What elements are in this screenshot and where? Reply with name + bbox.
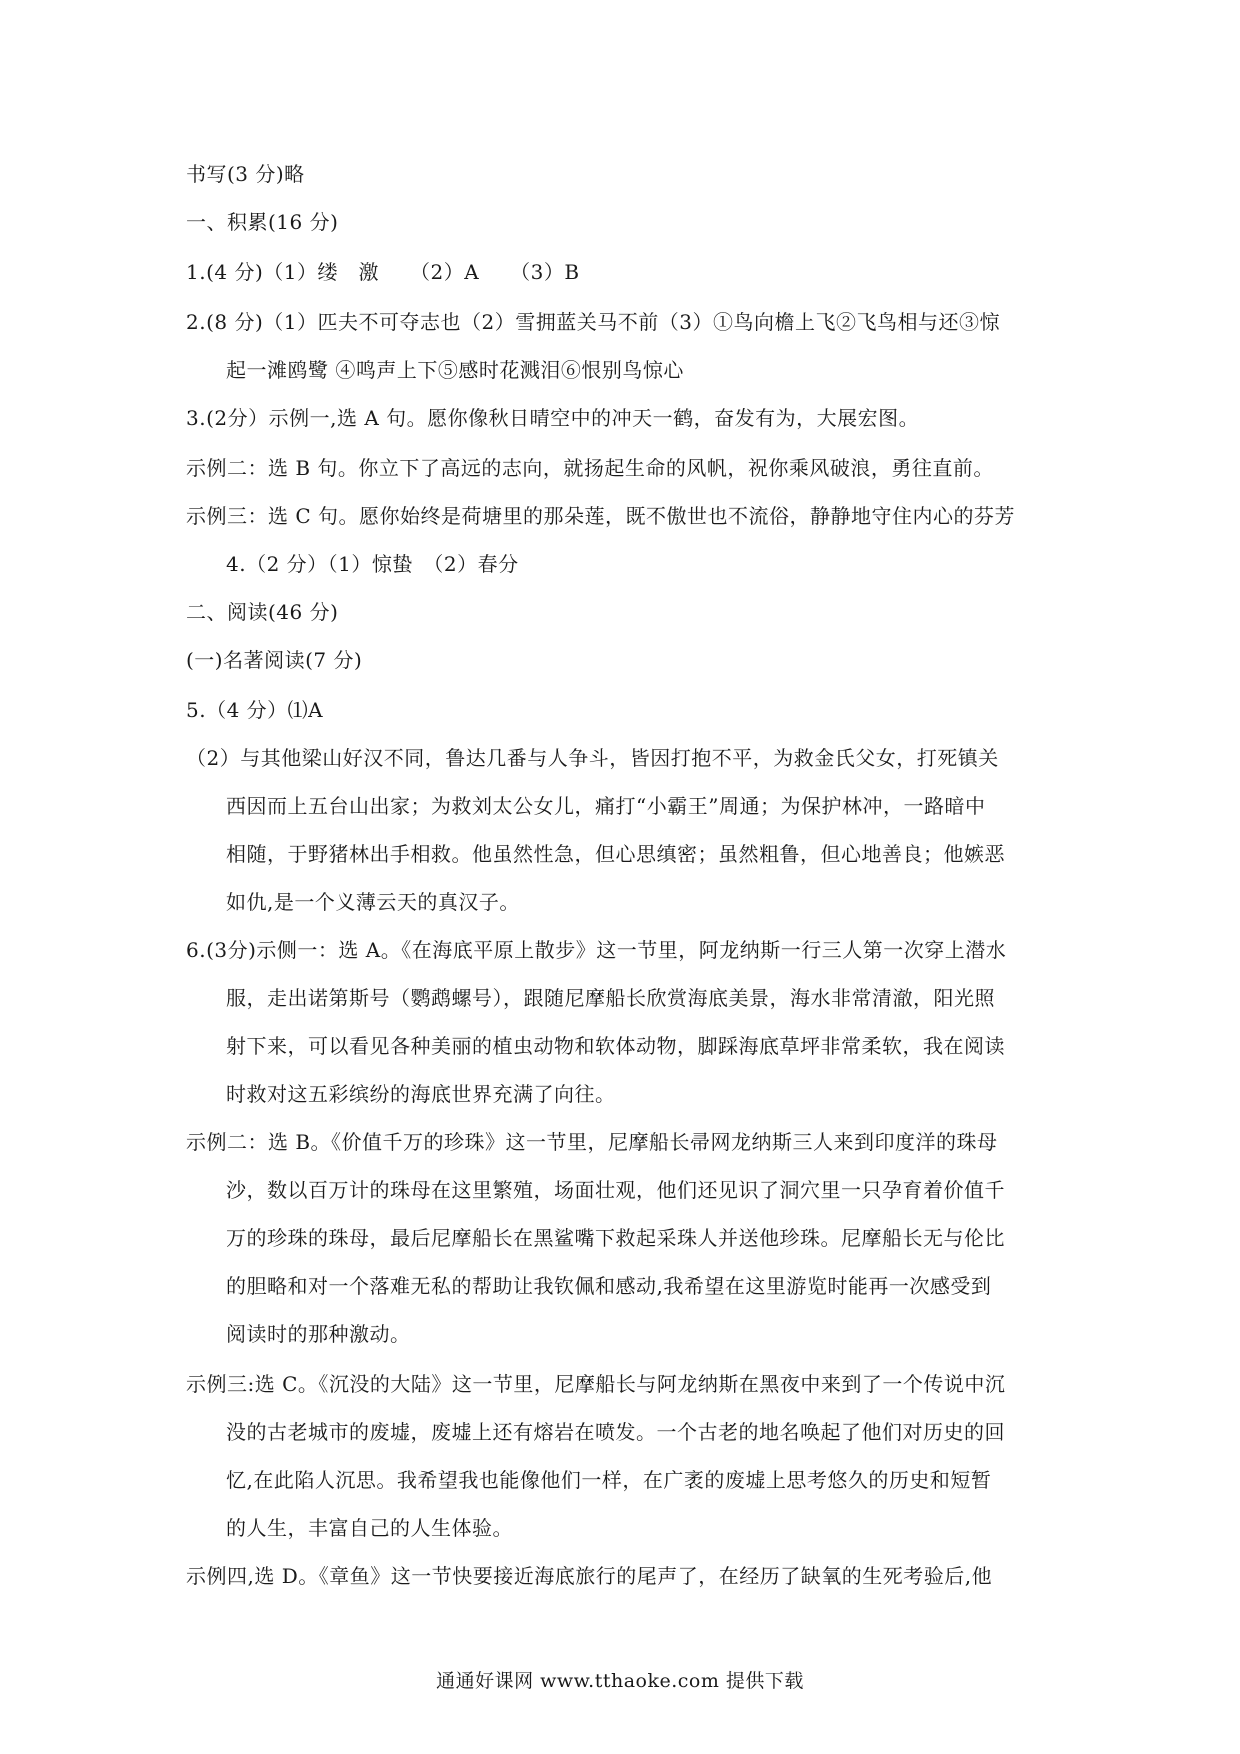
q2-answer: 2.(8 分)（1）匹夫不可夺志也（2）雪拥蓝关马不前（3）①鸟向檐上飞②飞鸟相与还③惊	[186, 310, 1000, 334]
q6-example-two-line4: 的胆略和对一个落难无私的帮助让我钦佩和感动,我希望在这里游览时能再一次感受到	[226, 1274, 992, 1298]
q5-part2-line4: 如仇,是一个义薄云天的真汉子。	[226, 890, 520, 914]
q6-example-two-line1: 示例二：选 B。《价值千万的珍珠》这一节里，尼摩船长帚网龙纳斯三人来到印度洋的珠母	[186, 1130, 998, 1154]
section-accumulation-heading: 一、积累(16 分)	[186, 210, 339, 234]
q6-example-three-line3: 忆,在此陷人沉思。我希望我也能像他们一样，在广袤的废墟上思考悠久的历史和短暂	[226, 1468, 992, 1492]
q6-example-three-line4: 的人生，丰富自己的人生体验。	[226, 1516, 513, 1540]
q6-example-one-line2: 服，走出诺第斯号（鹦鹉螺号），跟随尼摩船长欣赏海底美景，海水非常清澈，阳光照	[226, 986, 995, 1010]
q5-part2-line1: （2）与其他梁山好汉不同，鲁达几番与人争斗，皆因打抱不平，为救金氏父女，打死镇关	[186, 746, 999, 770]
footer-watermark: 通通好课网 www.tthaoke.com 提供下载	[436, 1670, 804, 1692]
q6-example-three-line1: 示例三:选 C。《沉没的大陆》这一节里，尼摩船长与阿龙纳斯在黑夜中来到了一个传说中沉	[186, 1372, 1006, 1396]
q1-answer: 1.(4 分)（1）缕 激 （2）A （3）B	[186, 260, 580, 284]
q6-example-two-line5: 阅读时的那种激动。	[226, 1322, 411, 1346]
writing-score-line: 书写(3 分)略	[186, 162, 305, 186]
classics-reading-heading: (一)名著阅读(7 分)	[186, 648, 363, 672]
section-reading-heading: 二、阅读(46 分)	[186, 600, 339, 624]
q6-example-one-line4: 时救对这五彩缤纷的海底世界充满了向往。	[226, 1082, 616, 1106]
q6-example-one-line1: 6.(3分)示侧一：选 A。《在海底平原上散步》这一节里，阿龙纳斯一行三人第一次穿上潜水	[186, 938, 1007, 962]
q2-answer-cont: 起一滩鸥鹭 ④鸣声上下⑤感时花溅泪⑥恨别鸟惊心	[226, 358, 684, 382]
q6-example-two-line3: 万的珍珠的珠母，最后尼摩船长在黑鲨嘴下救起采珠人并送他珍珠。尼摩船长无与伦比	[226, 1226, 1005, 1250]
q6-example-three-line2: 没的古老城市的废墟，废墟上还有熔岩在喷发。一个古老的地名唤起了他们对历史的回	[226, 1420, 1005, 1444]
q6-example-one-line3: 射下来，可以看见各种美丽的植虫动物和软体动物，脚踩海底草坪非常柔软，我在阅读	[226, 1034, 1005, 1058]
q5-part2-line3: 相随，于野猪林出手相救。他虽然性急，但心思缜密；虽然粗鲁，但心地善良；他嫉恶	[226, 842, 1005, 866]
q4-answer: 4.（2 分）（1）惊蛰 （2）春分	[226, 552, 519, 576]
q6-example-two-line2: 沙，数以百万计的珠母在这里繁殖，场面壮观，他们还见识了洞穴里一只孕育着价值千	[226, 1178, 1005, 1202]
q3-example-two: 示例二：选 B 句。你立下了高远的志向，就扬起生命的风帆，祝你乘风破浪，勇往直前。	[186, 456, 994, 480]
q5-answer: 5.（4 分）⑴A	[186, 698, 324, 722]
q5-part2-line2: 西因而上五台山出家；为救刘太公女儿，痛打“小霸王”周通；为保护林冲，一路暗中	[226, 794, 986, 818]
q3-example-three: 示例三：选 C 句。愿你始终是荷塘里的那朵莲，既不傲世也不流俗，静静地守住内心的芬芳	[186, 504, 1016, 528]
q6-example-four-line1: 示例四,选 D。《章鱼》这一节快要接近海底旅行的尾声了，在经历了缺氧的生死考验后,他	[186, 1564, 993, 1588]
q3-example-one: 3.(2分）示例一,选 A 句。愿你像秋日晴空中的冲天一鹤，奋发有为，大展宏图。	[186, 406, 920, 430]
